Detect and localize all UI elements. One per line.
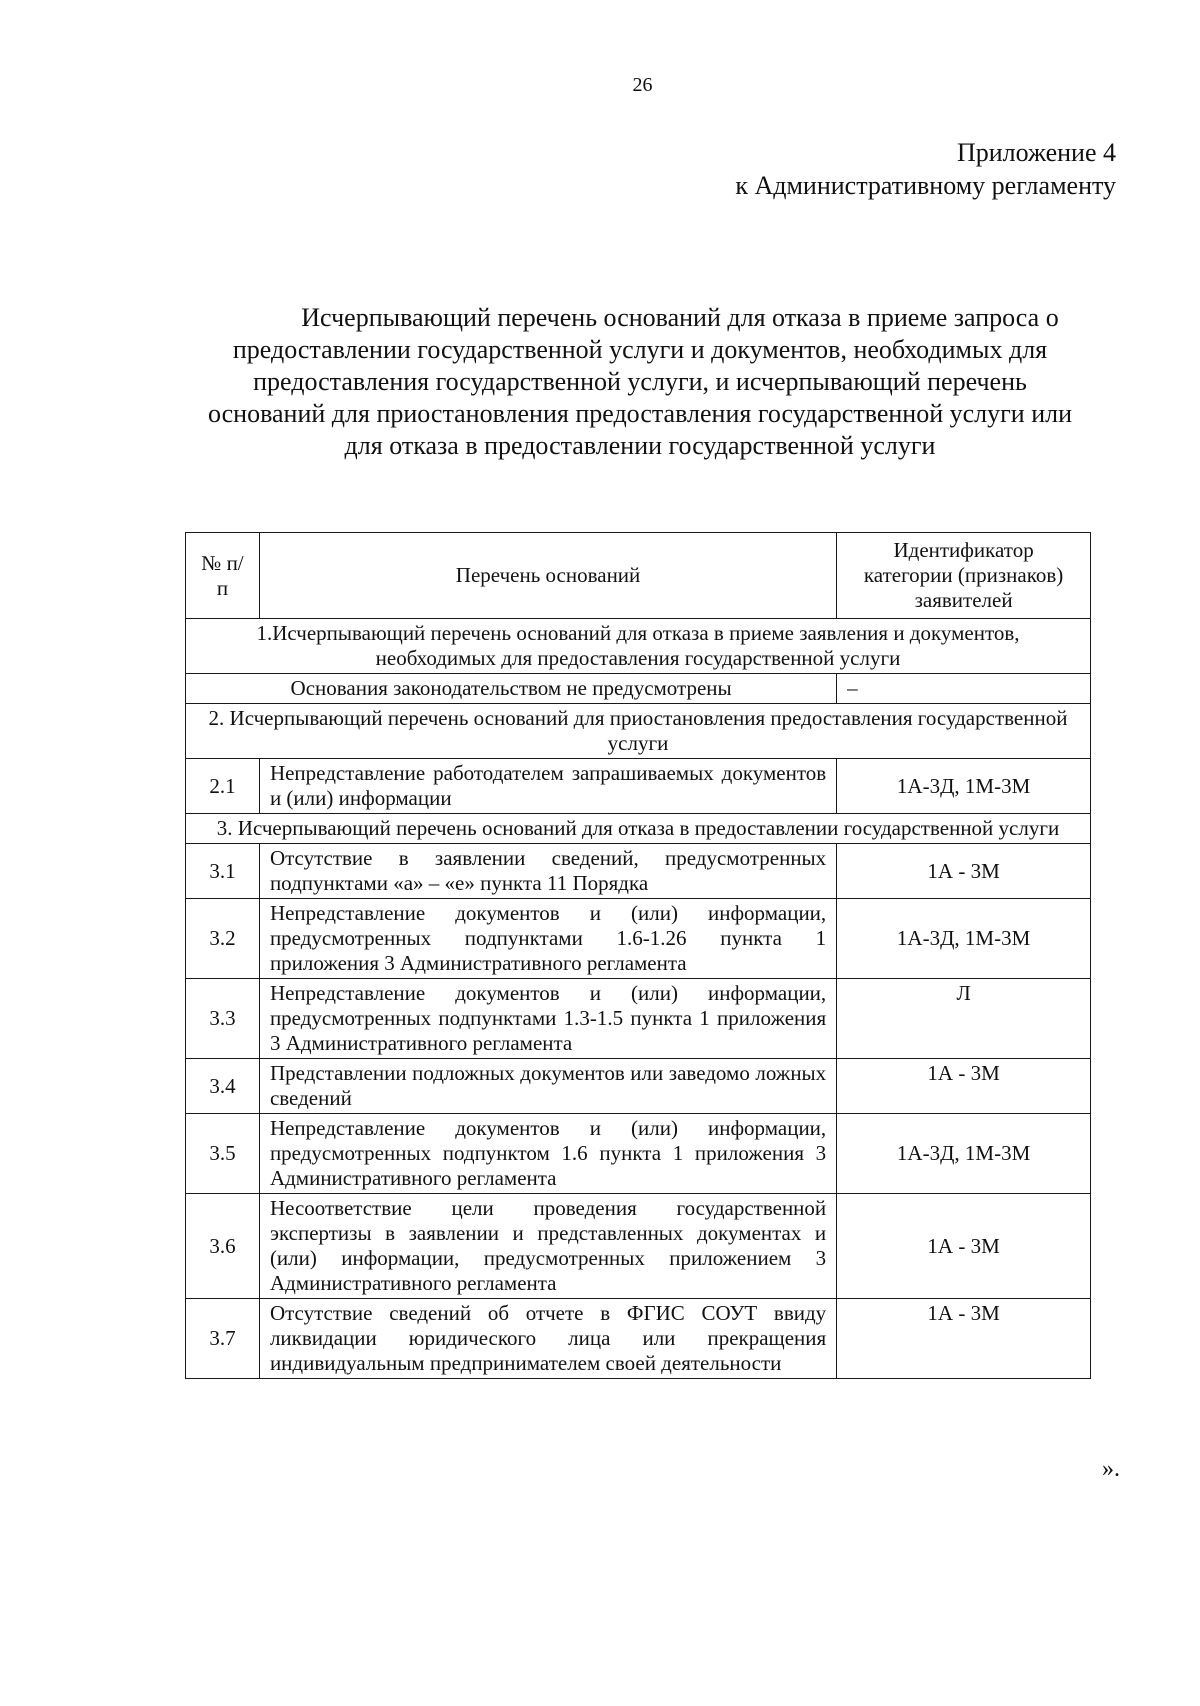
- table-row: [186, 1299, 1091, 1379]
- row-code: 1А-3Д, 1М-3М: [837, 1114, 1091, 1194]
- row-num: 2.1: [186, 759, 260, 814]
- row-num: 3.4: [186, 1059, 260, 1114]
- section-1-row: [186, 619, 1091, 674]
- row-num: 3.2: [186, 899, 260, 979]
- table-row: [186, 844, 1091, 899]
- header-num: № п/п: [186, 533, 260, 619]
- row-reason: Отсутствие в заявлении сведений, предусмотренных подпунктами «а» – «е» пункта 11 Порядка: [259, 844, 836, 899]
- section-1-title: 1.Исчерпывающий перечень оснований для отказа в приеме заявления и документов, необходимых для предоставления государственной услуги: [186, 619, 1091, 674]
- table-row: [186, 1194, 1091, 1299]
- appendix-line-2: к Административному регламенту: [735, 171, 1116, 200]
- row-code: 1А - 3М: [837, 1299, 1091, 1379]
- row-reason: Представлении подложных документов или заведомо ложных сведений: [259, 1059, 836, 1114]
- table-row: [186, 759, 1091, 814]
- table-row: [186, 979, 1091, 1059]
- row-code: 1А - 3М: [837, 1194, 1091, 1299]
- table-row: [186, 674, 1091, 704]
- row-reason: Отсутствие сведений об отчете в ФГИС СОУТ ввиду ликвидации юридического лица или прекращения индивидуальным предпринимателем своей деятельности: [259, 1299, 836, 1379]
- row-reason: Непредставление документов и (или) информации, предусмотренных подпунктами 1.6-1.26 пункта 1 приложения 3 Административного регламента: [259, 899, 836, 979]
- row-code: 1А-3Д, 1М-3М: [837, 899, 1091, 979]
- row-num: 3.7: [186, 1299, 260, 1379]
- document-heading: [160, 302, 1120, 462]
- row-num: 3.3: [186, 979, 260, 1059]
- heading-line-4: оснований для приостановления предоставления государственной услуги или: [207, 399, 1073, 428]
- header-identifier: Идентификатор категории (признаков) заявителей: [837, 533, 1091, 619]
- closing-quote-mark: ».: [1102, 1456, 1120, 1482]
- section-1-code: –: [837, 674, 1091, 704]
- table-header-row: [186, 533, 1091, 619]
- row-code: Л: [837, 979, 1091, 1059]
- row-reason: Непредставление работодателем запрашиваемых документов и (или) информации: [259, 759, 836, 814]
- row-reason: Непредставление документов и (или) информации, предусмотренных подпунктами 1.3-1.5 пункта 1 приложения 3 Административного регламента: [259, 979, 836, 1059]
- header-reasons: Перечень оснований: [259, 533, 836, 619]
- section-3-title: 3. Исчерпывающий перечень оснований для отказа в предоставлении государственной услуги: [186, 814, 1091, 844]
- row-num: 3.1: [186, 844, 260, 899]
- grounds-table: [185, 532, 1091, 1379]
- row-code: 1А - 3М: [837, 844, 1091, 899]
- heading-line-3: предоставления государственной услуги, и исчерпывающий перечень: [253, 367, 1027, 396]
- row-reason: Несоответствие цели проведения государственной экспертизы в заявлении и представленных документах и (или) информации, предусмотренных приложением 3 Административного регламента: [259, 1194, 836, 1299]
- table-row: [186, 899, 1091, 979]
- section-2-row: [186, 704, 1091, 759]
- row-num: 3.6: [186, 1194, 260, 1299]
- appendix-line-1: Приложение 4: [956, 138, 1116, 167]
- table-row: [186, 1114, 1091, 1194]
- section-3-row: [186, 814, 1091, 844]
- row-code: 1А - 3М: [837, 1059, 1091, 1114]
- appendix-reference: [735, 136, 1116, 202]
- heading-line-5: для отказа в предоставлении государственной услуги: [344, 431, 936, 460]
- row-reason: Непредставление документов и (или) информации, предусмотренных подпунктом 1.6 пункта 1 приложения 3 Административного регламента: [259, 1114, 836, 1194]
- section-1-reason: Основания законодательством не предусмотрены: [186, 674, 837, 704]
- row-code: 1А-3Д, 1М-3М: [837, 759, 1091, 814]
- section-2-title: 2. Исчерпывающий перечень оснований для приостановления предоставления государственной услуги: [186, 704, 1091, 759]
- heading-line-2: предоставлении государственной услуги и документов, необходимых для: [232, 335, 1048, 364]
- row-num: 3.5: [186, 1114, 260, 1194]
- table-row: [186, 1059, 1091, 1114]
- heading-line-1: Исчерпывающий перечень оснований для отказа в приеме запроса о: [301, 303, 1059, 332]
- page-number: 26: [632, 74, 653, 96]
